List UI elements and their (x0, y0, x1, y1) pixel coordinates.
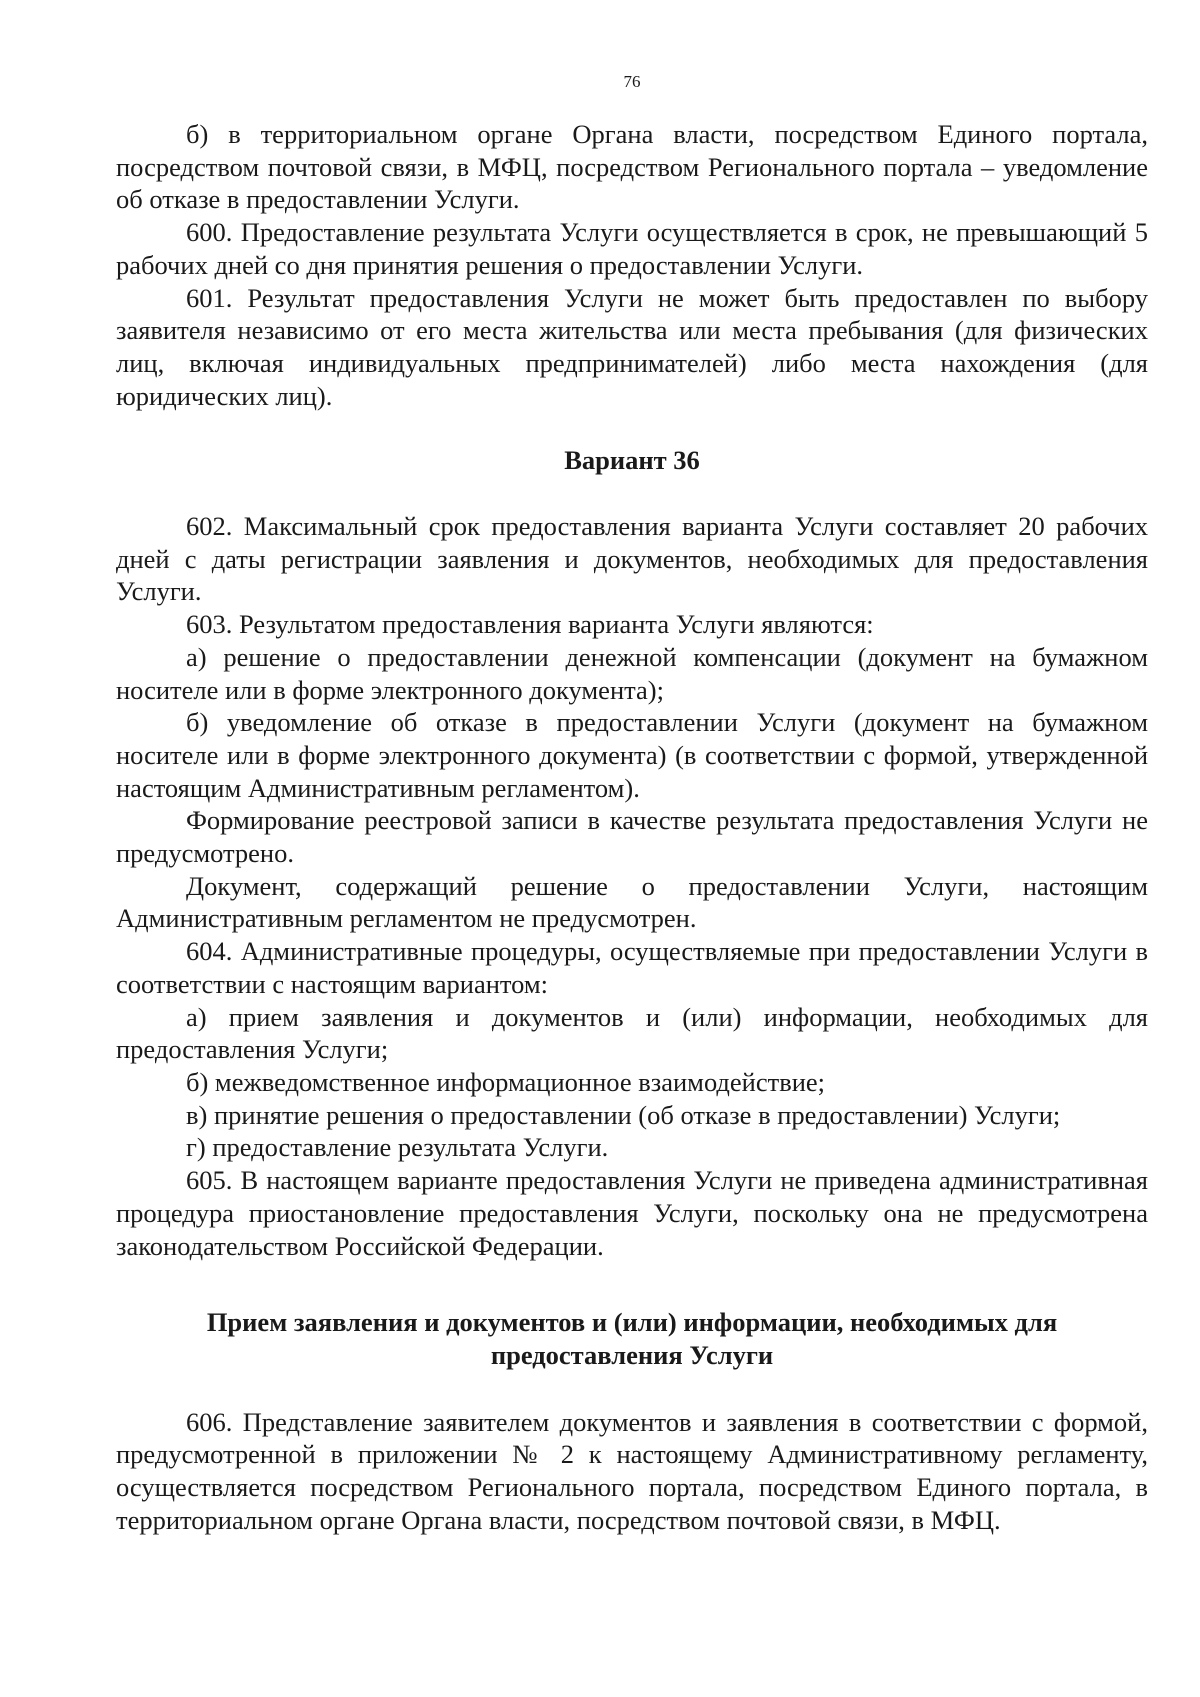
paragraph-604-b: б) межведомственное информационное взаимодействие; (186, 1066, 826, 1097)
section-heading-reception-line2: предоставления Услуги (490, 1339, 774, 1370)
section-heading-variant: Вариант 36 (564, 445, 700, 476)
paragraph-registry-record: Формирование реестровой записи в качестве результата предоставления Услуги не предусмотрено. (116, 805, 1148, 869)
paragraph-603-b: б) уведомление об отказе в предоставлении Услуги (документ на бумажном носителе или в форме электронного документа) (в соответствии с формой, утвержденной настоящим Административным регламентом). (116, 707, 1148, 803)
paragraph-603-a: а) решение о предоставлении денежной компенсации (документ на бумажном носителе или в форме электронного документа); (116, 641, 1148, 705)
paragraph-604-g: г) предоставление результата Услуги. (186, 1132, 609, 1163)
paragraph-600: 600. Предоставление результата Услуги осуществляется в срок, не превышающий 5 рабочих дней со дня принятия решения о предоставлении Услуги. (116, 217, 1148, 280)
paragraph-b-territorial: б) в территориальном органе Органа власти, посредством Единого портала, посредством почтовой связи, в МФЦ, посредством Регионального портала – уведомление об отказе в предоставлении Услуги. (116, 119, 1148, 215)
section-heading-reception-line1: Прием заявления и документов и (или) информации, необходимых для (206, 1307, 1058, 1338)
paragraph-604-v: в) принятие решения о предоставлении (об отказе в предоставлении) Услуги; (186, 1099, 1061, 1130)
document-page (116, 0, 1148, 1697)
paragraph-601: 601. Результат предоставления Услуги не может быть предоставлен по выбору заявителя независимо от его места жительства или места пребывания (для физических лиц, включая индивидуальных предпринимателей) либо места нахождения (для юридических лиц). (116, 282, 1148, 411)
page-number: 76 (623, 72, 641, 91)
paragraph-604: 604. Административные процедуры, осуществляемые при предоставлении Услуги в соответствии с настоящим вариантом: (116, 936, 1148, 999)
paragraph-605: 605. В настоящем варианте предоставления Услуги не приведена административная процедура приостановление предоставления Услуги, поскольку она не предусмотрена законодательством Российской Федерации. (116, 1165, 1148, 1261)
paragraph-604-a: а) прием заявления и документов и (или) информации, необходимых для предоставления Услуги; (116, 1001, 1148, 1065)
section-heading-reception (116, 1306, 1148, 1371)
paragraph-decision-document: Документ, содержащий решение о предоставлении Услуги, настоящим Административным регламентом не предусмотрен. (116, 870, 1148, 934)
paragraph-602: 602. Максимальный срок предоставления варианта Услуги составляет 20 рабочих дней с даты регистрации заявления и документов, необходимых для предоставления Услуги. (116, 511, 1148, 607)
paragraph-606: 606. Представление заявителем документов и заявления в соответствии с формой, предусмотренной в приложении № 2 к настоящему Административному регламенту, осуществляется посредством Регионального портала, посредством Единого портала, в территориальном органе Органа власти, посредством почтовой связи, в МФЦ. (116, 1406, 1148, 1535)
document-body (116, 118, 1148, 1536)
paragraph-603: 603. Результатом предоставления варианта Услуги являются: (186, 609, 874, 640)
